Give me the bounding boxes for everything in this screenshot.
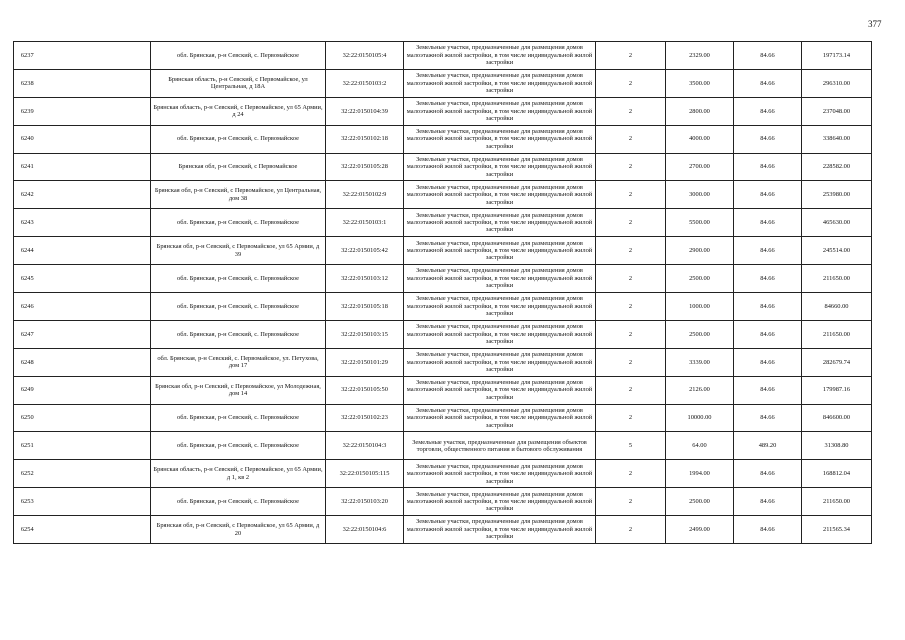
group-cell: 2 bbox=[596, 125, 666, 153]
land-use-cell: Земельные участки, предназначенные для размещения домов малоэтажной жилой застройки, в том числе индивидуальной жилой застройки bbox=[404, 237, 596, 265]
area-cell: 2500.00 bbox=[666, 265, 734, 293]
spacer-cell bbox=[41, 432, 151, 460]
cadastral-value-cell: 237048.00 bbox=[802, 97, 872, 125]
land-use-cell: Земельные участки, предназначенные для размещения домов малоэтажной жилой застройки, в том числе индивидуальной жилой застройки bbox=[404, 516, 596, 544]
area-cell: 3000.00 bbox=[666, 181, 734, 209]
area-cell: 2126.00 bbox=[666, 376, 734, 404]
group-cell: 2 bbox=[596, 404, 666, 432]
rate-cell: 84.66 bbox=[734, 209, 802, 237]
land-use-cell: Земельные участки, предназначенные для размещения объектов торговли, общественного питания и бытового обслуживания bbox=[404, 432, 596, 460]
table-row bbox=[14, 293, 872, 321]
table-row bbox=[14, 181, 872, 209]
rate-cell: 84.66 bbox=[734, 237, 802, 265]
spacer-cell bbox=[41, 237, 151, 265]
cadastral-value-cell: 465630.00 bbox=[802, 209, 872, 237]
rate-cell: 84.66 bbox=[734, 404, 802, 432]
spacer-cell bbox=[41, 404, 151, 432]
group-cell: 2 bbox=[596, 69, 666, 97]
spacer-cell bbox=[41, 460, 151, 488]
land-use-cell: Земельные участки, предназначенные для размещения домов малоэтажной жилой застройки, в том числе индивидуальной жилой застройки bbox=[404, 69, 596, 97]
row-number-cell: 6244 bbox=[14, 237, 41, 265]
address-cell: Брянская обл, р-н Севский, с Первомайское, ул 65 Армии, д 39 bbox=[151, 237, 326, 265]
table-row bbox=[14, 320, 872, 348]
address-cell: обл. Брянская, р-н Севский, с. Первомайское, ул. Петухова, дом 17 bbox=[151, 348, 326, 376]
cadastral-number-cell: 32:22:0150103:1 bbox=[326, 209, 404, 237]
cadastral-value-cell: 31308.80 bbox=[802, 432, 872, 460]
group-cell: 2 bbox=[596, 97, 666, 125]
table-row bbox=[14, 488, 872, 516]
area-cell: 10000.00 bbox=[666, 404, 734, 432]
table-row bbox=[14, 516, 872, 544]
address-cell: обл. Брянская, р-н Севский, с. Первомайское bbox=[151, 404, 326, 432]
cadastral-value-cell: 846600.00 bbox=[802, 404, 872, 432]
row-number-cell: 6253 bbox=[14, 488, 41, 516]
table-row bbox=[14, 97, 872, 125]
page-number: 377 bbox=[868, 19, 882, 29]
cadastral-value-cell: 211650.00 bbox=[802, 488, 872, 516]
table-row bbox=[14, 237, 872, 265]
cadastral-number-cell: 32:22:0150105:115 bbox=[326, 460, 404, 488]
area-cell: 2900.00 bbox=[666, 237, 734, 265]
table-row bbox=[14, 42, 872, 70]
land-registry-table bbox=[13, 41, 872, 544]
rate-cell: 84.66 bbox=[734, 42, 802, 70]
cadastral-value-cell: 197173.14 bbox=[802, 42, 872, 70]
cadastral-value-cell: 211650.00 bbox=[802, 265, 872, 293]
land-use-cell: Земельные участки, предназначенные для размещения домов малоэтажной жилой застройки, в том числе индивидуальной жилой застройки bbox=[404, 181, 596, 209]
row-number-cell: 6238 bbox=[14, 69, 41, 97]
row-number-cell: 6251 bbox=[14, 432, 41, 460]
cadastral-value-cell: 211565.34 bbox=[802, 516, 872, 544]
area-cell: 2800.00 bbox=[666, 97, 734, 125]
table-row bbox=[14, 376, 872, 404]
address-cell: обл. Брянская, р-н Севский, с. Первомайское bbox=[151, 432, 326, 460]
row-number-cell: 6239 bbox=[14, 97, 41, 125]
address-cell: обл. Брянская, р-н Севский, с. Первомайское bbox=[151, 320, 326, 348]
address-cell: обл. Брянская, р-н Севский, с. Первомайское bbox=[151, 209, 326, 237]
spacer-cell bbox=[41, 125, 151, 153]
table-row bbox=[14, 209, 872, 237]
spacer-cell bbox=[41, 488, 151, 516]
table-body bbox=[14, 42, 872, 544]
group-cell: 2 bbox=[596, 320, 666, 348]
cadastral-number-cell: 32:22:0150105:28 bbox=[326, 153, 404, 181]
address-cell: обл. Брянская, р-н Севский, с. Первомайское bbox=[151, 293, 326, 321]
rate-cell: 84.66 bbox=[734, 460, 802, 488]
row-number-cell: 6252 bbox=[14, 460, 41, 488]
row-number-cell: 6250 bbox=[14, 404, 41, 432]
group-cell: 5 bbox=[596, 432, 666, 460]
spacer-cell bbox=[41, 348, 151, 376]
spacer-cell bbox=[41, 293, 151, 321]
rate-cell: 84.66 bbox=[734, 376, 802, 404]
spacer-cell bbox=[41, 42, 151, 70]
cadastral-number-cell: 32:22:0150102:23 bbox=[326, 404, 404, 432]
address-cell: Брянская область, р-н Севский, с Первомайское, ул 65 Армии, д 24 bbox=[151, 97, 326, 125]
area-cell: 1994.00 bbox=[666, 460, 734, 488]
cadastral-number-cell: 32:22:0150103:2 bbox=[326, 69, 404, 97]
address-cell: обл. Брянская, р-н Севский, с. Первомайское bbox=[151, 265, 326, 293]
group-cell: 2 bbox=[596, 516, 666, 544]
rate-cell: 84.66 bbox=[734, 97, 802, 125]
cadastral-number-cell: 32:22:0150104:3 bbox=[326, 432, 404, 460]
spacer-cell bbox=[41, 153, 151, 181]
row-number-cell: 6240 bbox=[14, 125, 41, 153]
spacer-cell bbox=[41, 69, 151, 97]
table-row bbox=[14, 265, 872, 293]
area-cell: 5500.00 bbox=[666, 209, 734, 237]
group-cell: 2 bbox=[596, 42, 666, 70]
rate-cell: 84.66 bbox=[734, 153, 802, 181]
cadastral-number-cell: 32:22:0150104:39 bbox=[326, 97, 404, 125]
land-use-cell: Земельные участки, предназначенные для размещения домов малоэтажной жилой застройки, в том числе индивидуальной жилой застройки bbox=[404, 209, 596, 237]
land-use-cell: Земельные участки, предназначенные для размещения домов малоэтажной жилой застройки, в том числе индивидуальной жилой застройки bbox=[404, 293, 596, 321]
land-use-cell: Земельные участки, предназначенные для размещения домов малоэтажной жилой застройки, в том числе индивидуальной жилой застройки bbox=[404, 488, 596, 516]
table-row bbox=[14, 69, 872, 97]
cadastral-number-cell: 32:22:0150105:42 bbox=[326, 237, 404, 265]
address-cell: обл. Брянская, р-н Севский, с. Первомайское bbox=[151, 488, 326, 516]
rate-cell: 84.66 bbox=[734, 69, 802, 97]
area-cell: 2329.00 bbox=[666, 42, 734, 70]
cadastral-value-cell: 338640.00 bbox=[802, 125, 872, 153]
row-number-cell: 6249 bbox=[14, 376, 41, 404]
address-cell: Брянская обл, р-н Севский, с Первомайское, ул 65 Армии, д 20 bbox=[151, 516, 326, 544]
area-cell: 64.00 bbox=[666, 432, 734, 460]
cadastral-number-cell: 32:22:0150103:12 bbox=[326, 265, 404, 293]
area-cell: 3500.00 bbox=[666, 69, 734, 97]
address-cell: Брянская область, р-н Севский, с Первомайское, ул 65 Армии, д 1, кв 2 bbox=[151, 460, 326, 488]
land-use-cell: Земельные участки, предназначенные для размещения домов малоэтажной жилой застройки, в том числе индивидуальной жилой застройки bbox=[404, 42, 596, 70]
cadastral-value-cell: 253980.00 bbox=[802, 181, 872, 209]
address-cell: Брянская обл, р-н Севский, с Первомайское, ул Молодежная, дом 14 bbox=[151, 376, 326, 404]
table-row bbox=[14, 404, 872, 432]
rate-cell: 84.66 bbox=[734, 125, 802, 153]
cadastral-value-cell: 228582.00 bbox=[802, 153, 872, 181]
row-number-cell: 6246 bbox=[14, 293, 41, 321]
cadastral-value-cell: 84660.00 bbox=[802, 293, 872, 321]
cadastral-number-cell: 32:22:0150103:20 bbox=[326, 488, 404, 516]
cadastral-value-cell: 296310.00 bbox=[802, 69, 872, 97]
table-row bbox=[14, 460, 872, 488]
rate-cell: 84.66 bbox=[734, 265, 802, 293]
area-cell: 1000.00 bbox=[666, 293, 734, 321]
spacer-cell bbox=[41, 376, 151, 404]
rate-cell: 84.66 bbox=[734, 488, 802, 516]
group-cell: 2 bbox=[596, 209, 666, 237]
area-cell: 2500.00 bbox=[666, 320, 734, 348]
spacer-cell bbox=[41, 97, 151, 125]
row-number-cell: 6242 bbox=[14, 181, 41, 209]
table-row bbox=[14, 125, 872, 153]
cadastral-value-cell: 211650.00 bbox=[802, 320, 872, 348]
cadastral-value-cell: 168812.04 bbox=[802, 460, 872, 488]
row-number-cell: 6245 bbox=[14, 265, 41, 293]
rate-cell: 84.66 bbox=[734, 320, 802, 348]
land-use-cell: Земельные участки, предназначенные для размещения домов малоэтажной жилой застройки, в том числе индивидуальной жилой застройки bbox=[404, 97, 596, 125]
cadastral-number-cell: 32:22:0150102:18 bbox=[326, 125, 404, 153]
cadastral-number-cell: 32:22:0150105:18 bbox=[326, 293, 404, 321]
group-cell: 2 bbox=[596, 181, 666, 209]
row-number-cell: 6254 bbox=[14, 516, 41, 544]
row-number-cell: 6248 bbox=[14, 348, 41, 376]
area-cell: 2500.00 bbox=[666, 488, 734, 516]
rate-cell: 84.66 bbox=[734, 181, 802, 209]
land-use-cell: Земельные участки, предназначенные для размещения домов малоэтажной жилой застройки, в том числе индивидуальной жилой застройки bbox=[404, 460, 596, 488]
group-cell: 2 bbox=[596, 293, 666, 321]
address-cell: обл. Брянская, р-н Севский, с. Первомайское bbox=[151, 125, 326, 153]
spacer-cell bbox=[41, 516, 151, 544]
spacer-cell bbox=[41, 181, 151, 209]
cadastral-value-cell: 282679.74 bbox=[802, 348, 872, 376]
cadastral-number-cell: 32:22:0150101:29 bbox=[326, 348, 404, 376]
cadastral-number-cell: 32:22:0150105:50 bbox=[326, 376, 404, 404]
cadastral-number-cell: 32:22:0150103:15 bbox=[326, 320, 404, 348]
address-cell: Брянская область, р-н Севский, с Первомайское, ул Центральная, д 18А bbox=[151, 69, 326, 97]
group-cell: 2 bbox=[596, 153, 666, 181]
rate-cell: 84.66 bbox=[734, 293, 802, 321]
area-cell: 3339.00 bbox=[666, 348, 734, 376]
table-row bbox=[14, 348, 872, 376]
land-use-cell: Земельные участки, предназначенные для размещения домов малоэтажной жилой застройки, в том числе индивидуальной жилой застройки bbox=[404, 265, 596, 293]
group-cell: 2 bbox=[596, 376, 666, 404]
land-use-cell: Земельные участки, предназначенные для размещения домов малоэтажной жилой застройки, в том числе индивидуальной жилой застройки bbox=[404, 348, 596, 376]
rate-cell: 489.20 bbox=[734, 432, 802, 460]
cadastral-value-cell: 179987.16 bbox=[802, 376, 872, 404]
cadastral-number-cell: 32:22:0150104:6 bbox=[326, 516, 404, 544]
spacer-cell bbox=[41, 320, 151, 348]
address-cell: обл. Брянская, р-н Севский, с. Первомайское bbox=[151, 42, 326, 70]
row-number-cell: 6237 bbox=[14, 42, 41, 70]
rate-cell: 84.66 bbox=[734, 348, 802, 376]
group-cell: 2 bbox=[596, 460, 666, 488]
land-use-cell: Земельные участки, предназначенные для размещения домов малоэтажной жилой застройки, в том числе индивидуальной жилой застройки bbox=[404, 320, 596, 348]
row-number-cell: 6247 bbox=[14, 320, 41, 348]
area-cell: 2700.00 bbox=[666, 153, 734, 181]
cadastral-value-cell: 245514.00 bbox=[802, 237, 872, 265]
address-cell: Брянская обл, р-н Севский, с Первомайское, ул Центральная, дом 38 bbox=[151, 181, 326, 209]
cadastral-number-cell: 32:22:0150102:9 bbox=[326, 181, 404, 209]
row-number-cell: 6243 bbox=[14, 209, 41, 237]
rate-cell: 84.66 bbox=[734, 516, 802, 544]
spacer-cell bbox=[41, 209, 151, 237]
table-row bbox=[14, 432, 872, 460]
group-cell: 2 bbox=[596, 488, 666, 516]
row-number-cell: 6241 bbox=[14, 153, 41, 181]
group-cell: 2 bbox=[596, 348, 666, 376]
table-row bbox=[14, 153, 872, 181]
land-use-cell: Земельные участки, предназначенные для размещения домов малоэтажной жилой застройки, в том числе индивидуальной жилой застройки bbox=[404, 153, 596, 181]
group-cell: 2 bbox=[596, 265, 666, 293]
area-cell: 4000.00 bbox=[666, 125, 734, 153]
cadastral-number-cell: 32:22:0150105:4 bbox=[326, 42, 404, 70]
land-use-cell: Земельные участки, предназначенные для размещения домов малоэтажной жилой застройки, в том числе индивидуальной жилой застройки bbox=[404, 125, 596, 153]
land-use-cell: Земельные участки, предназначенные для размещения домов малоэтажной жилой застройки, в том числе индивидуальной жилой застройки bbox=[404, 404, 596, 432]
land-use-cell: Земельные участки, предназначенные для размещения домов малоэтажной жилой застройки, в том числе индивидуальной жилой застройки bbox=[404, 376, 596, 404]
group-cell: 2 bbox=[596, 237, 666, 265]
spacer-cell bbox=[41, 265, 151, 293]
area-cell: 2499.00 bbox=[666, 516, 734, 544]
address-cell: Брянская обл, р-н Севский, с Первомайское bbox=[151, 153, 326, 181]
